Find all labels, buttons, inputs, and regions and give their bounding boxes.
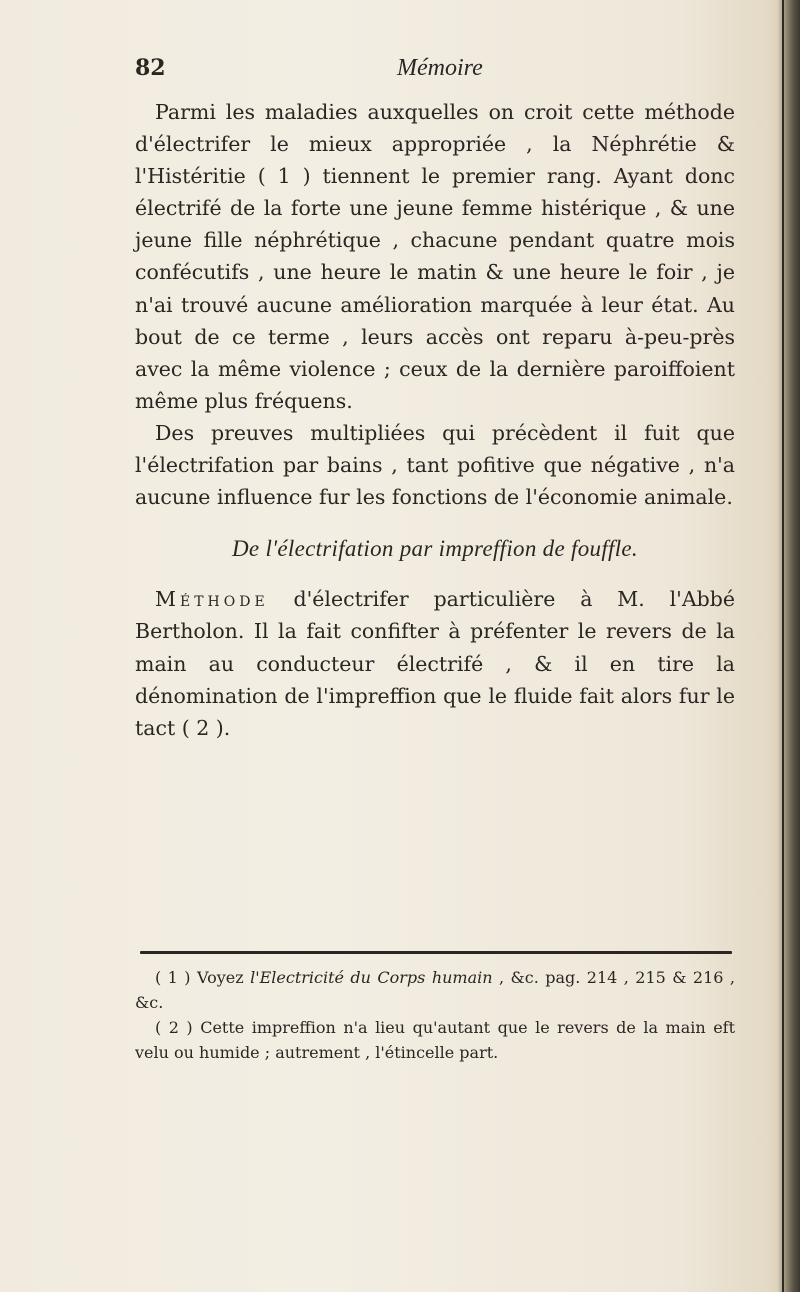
footnote-2 xyxy=(135,1015,735,1065)
footnote-1-post: , &c. pag. 214 , 215 & 216 , &c. xyxy=(135,968,735,1012)
footnote-1-reference: l'Electricité du Corps humain xyxy=(250,968,493,987)
footnote-1-marker: ( 1 ) xyxy=(155,968,191,987)
footnote-divider xyxy=(140,951,732,954)
paragraph-3-lead: Méthode xyxy=(155,587,269,612)
book-spine-edge xyxy=(778,0,800,1292)
paragraph-3-text: d'électrifer particulière à M. l'Abbé Bertholon. Il la fait confifter à préfenter le revers de la main au conducteur électrifé , & il en tire la dénomination de l'impreffion que le fluide fait alors fur le tact ( 2 ). xyxy=(135,587,735,740)
page-header xyxy=(135,55,735,91)
footnote-2-marker: ( 2 ) xyxy=(155,1018,193,1037)
paragraph-1: Parmi les maladies auxquelles on croit cette méthode d'électrifer le mieux appropriée , la Néphrétie & l'Histéritie ( 1 ) tiennent le premier rang. Ayant donc électrifé de la forte une jeune femme histérique , & une jeune fille néphrétique , chacune pendant quatre mois confécutifs , une heure le matin & une heure le foir , je n'ai trouvé aucune amélioration marquée à leur état. Au bout de ce terme , leurs accès ont reparu à-peu-près avec la même violence ; ceux de la dernière paroiffoient même plus fréquens. xyxy=(135,100,735,413)
running-title: Mémoire xyxy=(397,55,483,81)
footnotes xyxy=(135,965,735,1065)
footnote-1-pre: Voyez xyxy=(196,968,244,987)
main-text xyxy=(135,96,735,744)
footnote-1 xyxy=(135,965,735,1015)
paragraph-3 xyxy=(135,583,735,743)
footnote-2-text: Cette impreffion n'a lieu qu'autant que le revers de la main eft velu ou humide ; autrement , l'étincelle part. xyxy=(135,1018,736,1062)
paragraph-2: Des preuves multipliées qui précèdent il fuit que l'électrifation par bains , tant pofitive que négative , n'a aucune influence fur les fonctions de l'économie animale. xyxy=(135,420,735,510)
page-number: 82 xyxy=(135,55,166,81)
section-heading: De l'électrifation par impreffion de fouffle. xyxy=(232,536,638,562)
